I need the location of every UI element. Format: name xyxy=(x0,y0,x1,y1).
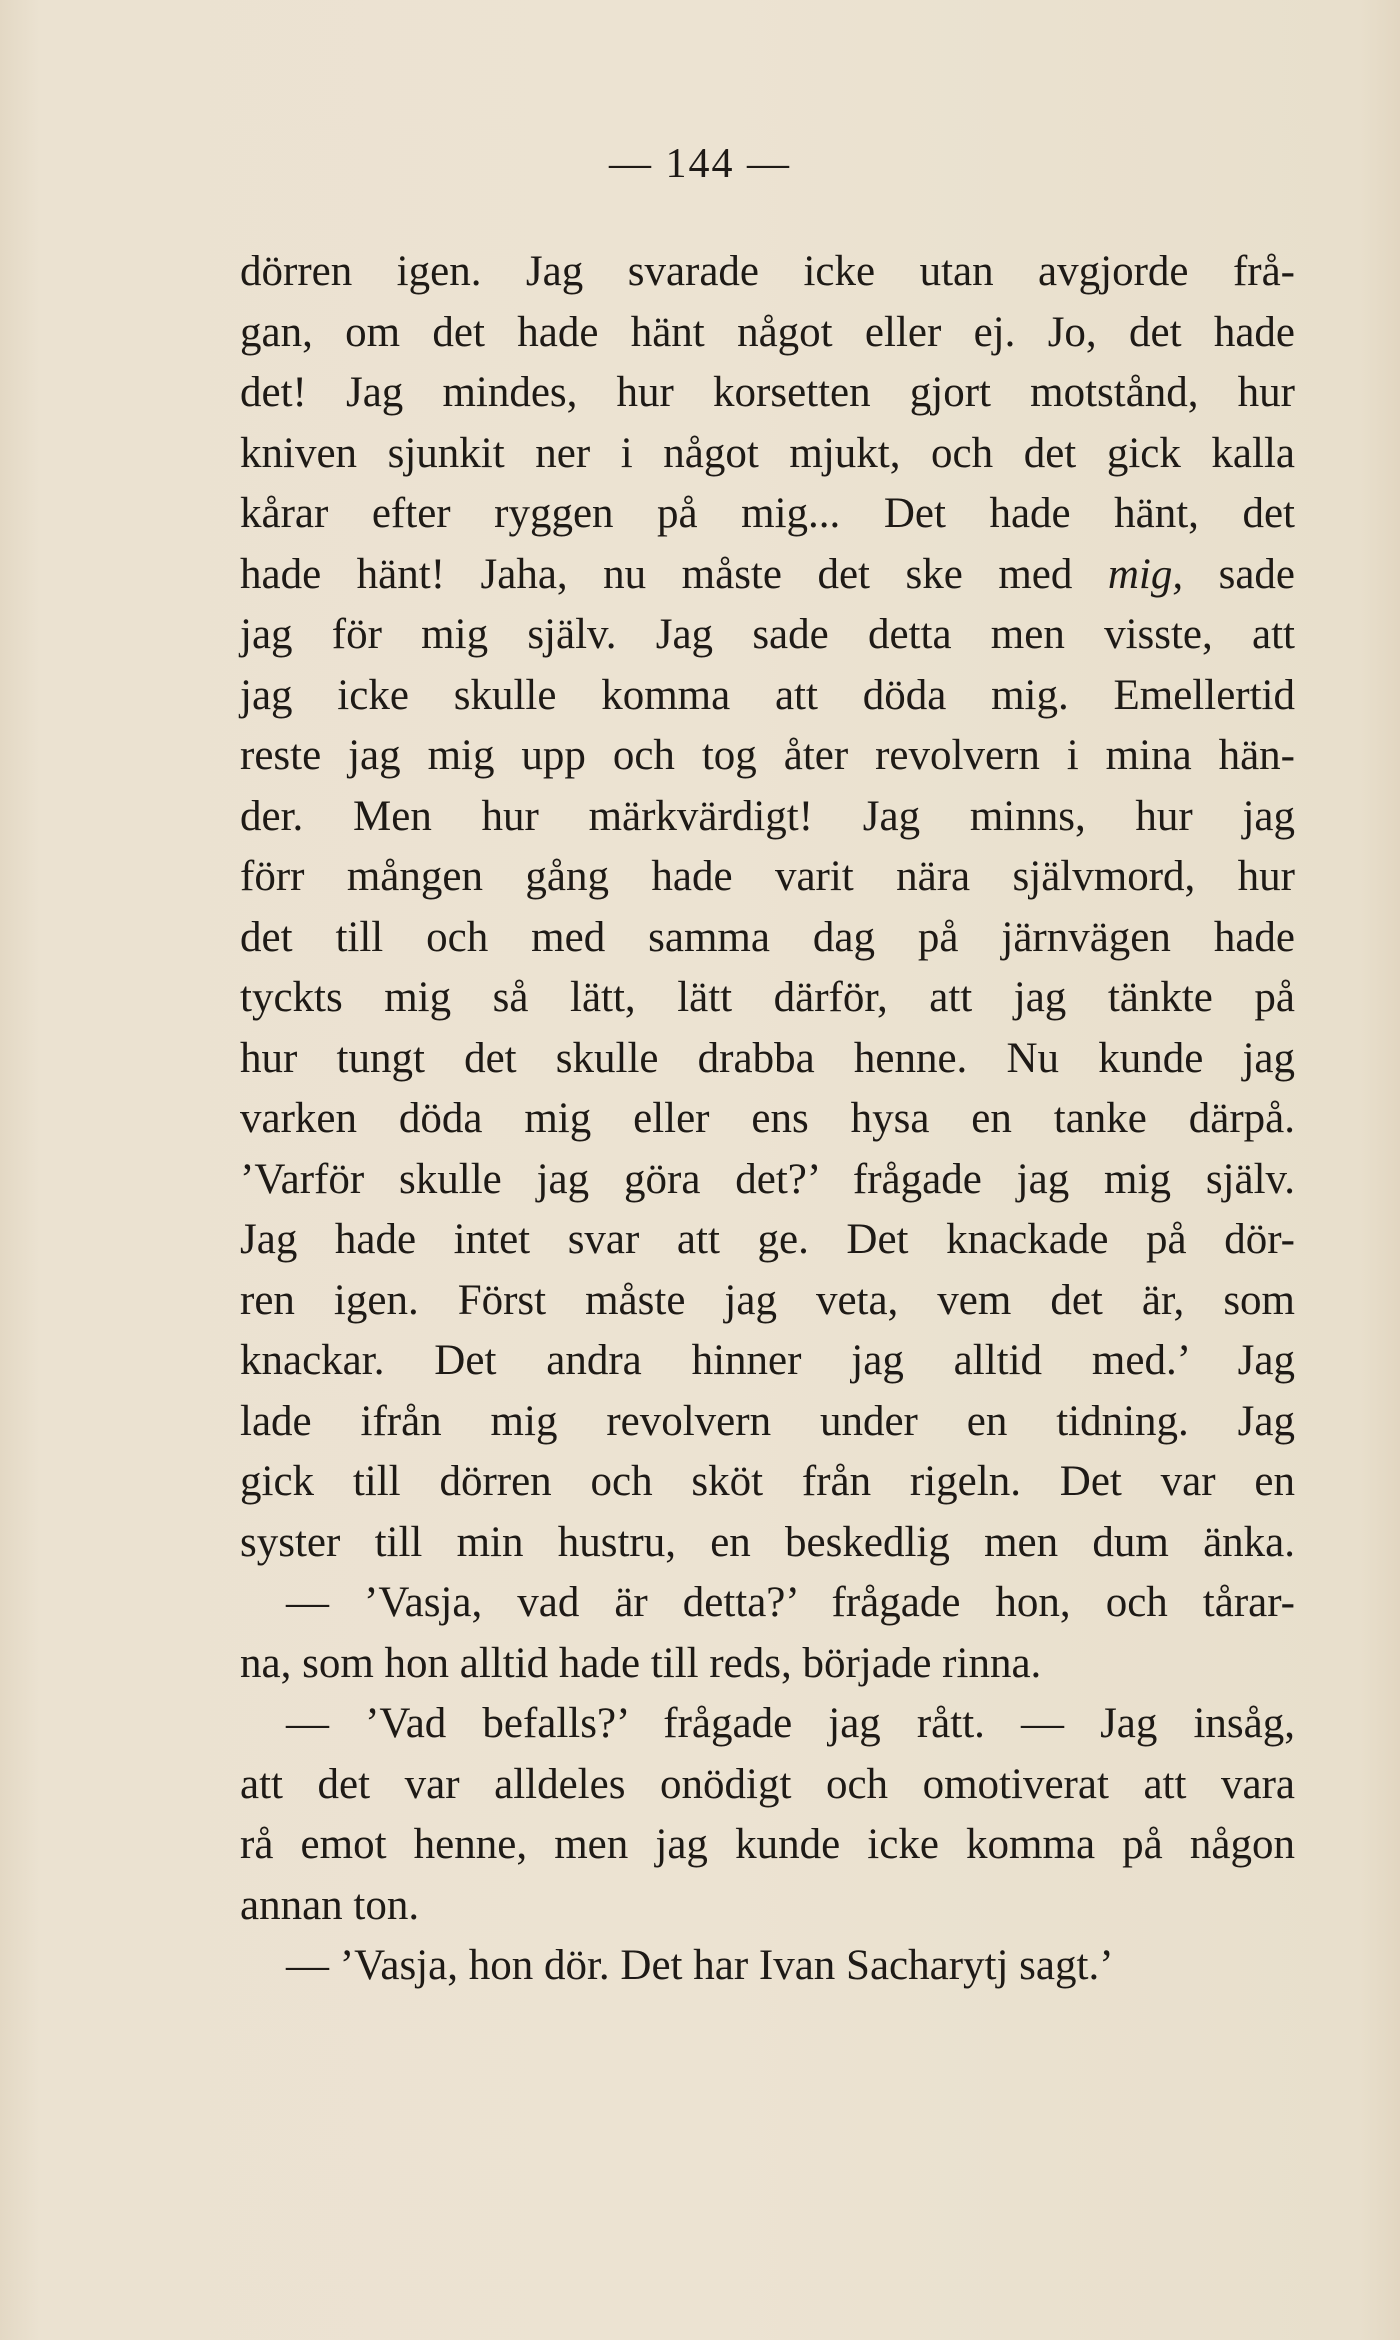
text-line: na, som hon alltid hade till reds, började rinna. xyxy=(240,1639,1042,1687)
text-segment: sade xyxy=(1183,550,1296,598)
text-line: jag icke skulle komma att döda mig. Emellertid xyxy=(240,671,1295,719)
text-line: varken döda mig eller ens hysa en tanke därpå. xyxy=(240,1095,1295,1142)
text-line: knackar. Det andra hinner jag alltid med.’ Jag xyxy=(240,1337,1295,1384)
text-line: syster till min hustru, en beskedlig men dum änka. xyxy=(240,1518,1295,1566)
text-line: att det var alldeles onödigt och omotiverat att vara xyxy=(240,1760,1295,1808)
text-line: annan ton. xyxy=(240,1881,420,1929)
text-line xyxy=(240,545,1295,606)
text-line: tyckts mig så lätt, lätt därför, att jag tänkte på xyxy=(240,974,1295,1021)
dialogue-line: — ’Vad befalls?’ frågade jag rått. — Jag insåg, xyxy=(286,1700,1295,1747)
dialogue-line: — ’Vasja, vad är detta?’ frågade hon, och tårar- xyxy=(286,1579,1295,1626)
text-line: jag för mig själv. Jag sade detta men visste, att xyxy=(240,611,1295,658)
text-line: kniven sjunkit ner i något mjukt, och det gick kalla xyxy=(240,429,1295,477)
text-line: ’Varför skulle jag göra det?’ frågade jag mig själv. xyxy=(240,1155,1295,1203)
text-line: gick till dörren och sköt från rigeln. Det var en xyxy=(240,1458,1295,1505)
text-line: det! Jag mindes, hur korsetten gjort motstånd, hur xyxy=(240,369,1295,416)
text-line: kårar efter ryggen på mig... Det hade hänt, det xyxy=(240,490,1295,537)
text-line: dörren igen. Jag svarade icke utan avgjorde frå- xyxy=(240,248,1295,295)
body-text xyxy=(240,242,1295,1997)
emphasized-word: mig, xyxy=(1107,550,1184,598)
text-line: hur tungt det skulle drabba henne. Nu kunde jag xyxy=(240,1034,1295,1082)
text-line: Jag hade intet svar att ge. Det knackade på dör- xyxy=(240,1216,1295,1263)
text-line: förr mången gång hade varit nära självmord, hur xyxy=(240,853,1295,900)
text-line: gan, om det hade hänt något eller ej. Jo, det hade xyxy=(240,308,1295,356)
text-line: reste jag mig upp och tog åter revolvern i mina hän- xyxy=(240,732,1295,779)
text-line: ren igen. Först måste jag veta, vem det är, som xyxy=(240,1276,1295,1324)
text-line: rå emot henne, men jag kunde icke komma på någon xyxy=(240,1821,1295,1868)
page-number: — 144 — xyxy=(609,141,791,187)
text-segment: hade hänt! Jaha, nu måste det ske med xyxy=(240,550,1108,598)
text-line: lade ifrån mig revolvern under en tidning. Jag xyxy=(240,1397,1295,1445)
dialogue-line: — ’Vasja, hon dör. Det har Ivan Sacharytj sagt.’ xyxy=(286,1942,1114,1989)
text-line: der. Men hur märkvärdigt! Jag minns, hur jag xyxy=(240,792,1295,840)
text-line: det till och med samma dag på järnvägen hade xyxy=(240,913,1295,961)
